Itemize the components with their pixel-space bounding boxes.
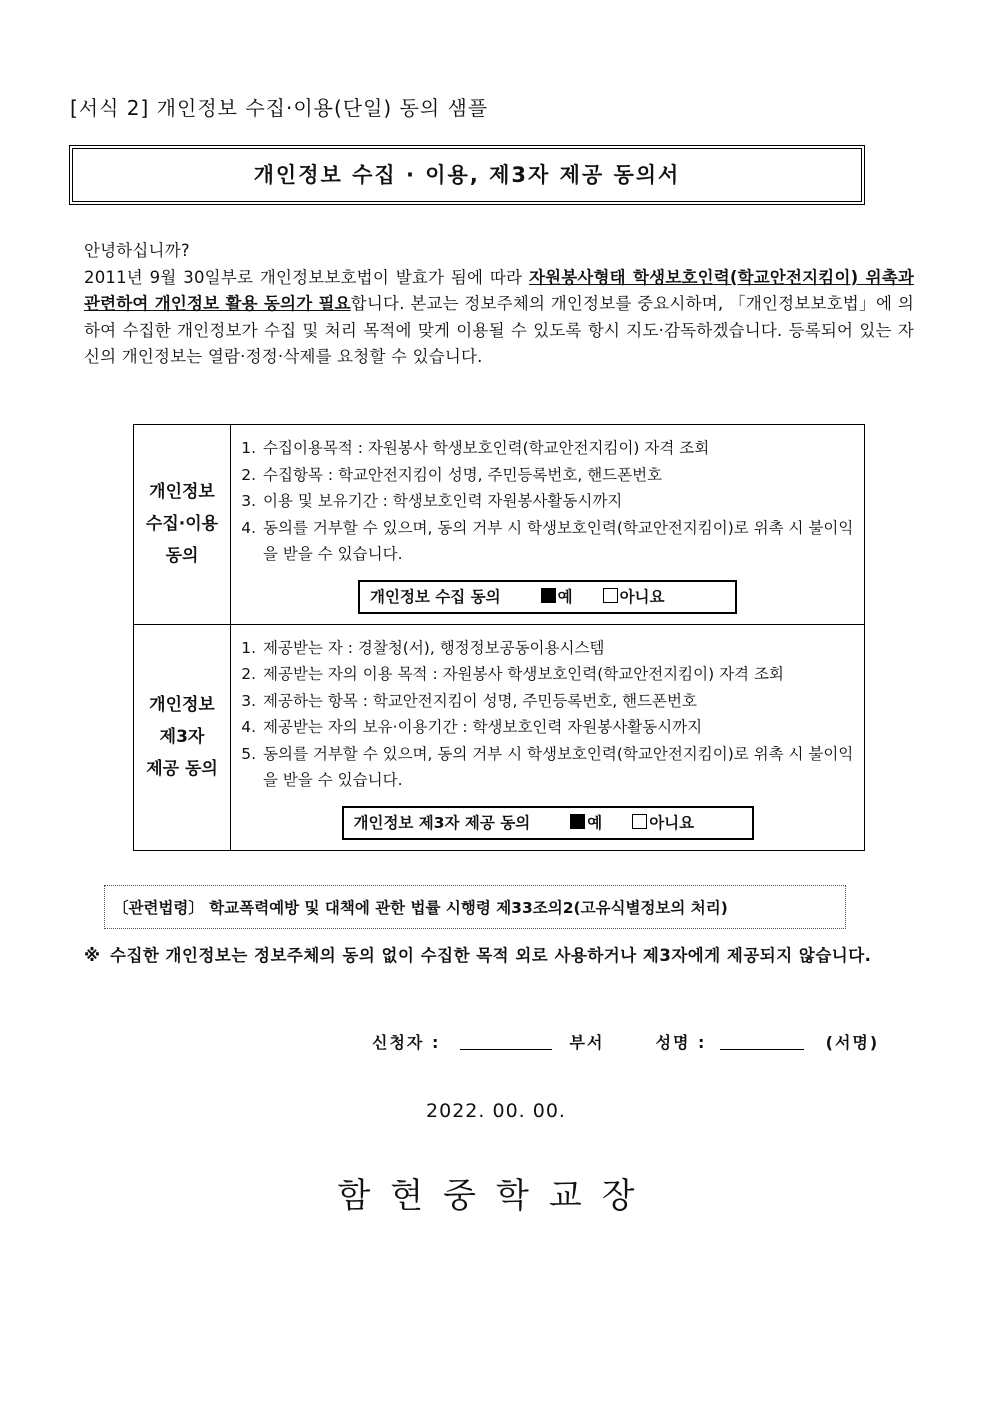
signature-line (372, 1030, 879, 1053)
head-line: 개인정보 (149, 695, 215, 715)
date: 2022. 00. 00. (426, 1100, 566, 1122)
checked-box-icon[interactable] (541, 588, 556, 603)
document-title-box (72, 148, 862, 202)
collection-agree-box (358, 580, 737, 614)
list-item: 1. 수집이용목적 : 자원봉사 학생보호인력(학교안전지킴이) 자격 조회 (261, 435, 856, 462)
provision-agree-box (342, 806, 754, 840)
head-line: 제공 동의 (146, 759, 218, 779)
no-label: 아니요 (649, 813, 695, 832)
list-item: 2. 수집항목 : 학교안전지킴이 성명, 주민등록번호, 핸드폰번호 (261, 462, 856, 489)
checked-box-icon[interactable] (570, 814, 585, 829)
unchecked-box-icon[interactable] (603, 588, 618, 603)
section-provision-row (134, 624, 865, 850)
list-item: 4. 동의를 거부할 수 있으며, 동의 거부 시 학생보호인력(학교안전지킴이)로 위촉 시 불이익을 받을 수 있습니다. (261, 515, 856, 568)
collection-agree-label: 개인정보 수집 동의 (370, 587, 501, 606)
intro-text (84, 238, 914, 371)
intro-paragraph (84, 265, 914, 371)
related-law: 〔관련법령〕 학교폭력예방 및 대책에 관한 법률 시행령 제33조의2(고유식별정보의 처리) (104, 885, 846, 929)
list-item: 1. 제공받는 자 : 경찰청(서), 행정정보공동이용시스템 (261, 635, 856, 662)
list-item: 2. 제공받는 자의 이용 목적 : 자원봉사 학생보호인력(학교안전지킴이) 자격 조회 (261, 661, 856, 688)
notice-mark: ※ (84, 946, 101, 965)
intro-emphasis: 자원봉사형태 학생보호인력(학교안전지킴이) 위촉과 관련하여 개인정보 활용 동의가 필요 (84, 267, 914, 313)
list-item: 3. 이용 및 보유기간 : 학생보호인력 자원봉사활동시까지 (261, 488, 856, 515)
head-line: 제3자 (159, 727, 205, 747)
provision-yes-option[interactable] (570, 808, 602, 838)
collection-yes-option[interactable] (541, 582, 573, 612)
principal-name: 함현중학교장 (337, 1176, 655, 1216)
head-line: 동의 (165, 546, 199, 567)
dept-label: 부서 (569, 1033, 605, 1052)
document-title: 개인정보 수집 · 이용, 제3자 제공 동의서 (253, 163, 681, 187)
yes-label: 예 (557, 587, 573, 606)
section-collection-row (134, 425, 865, 625)
yes-label: 예 (587, 813, 603, 832)
section-provision-body (231, 624, 865, 850)
provision-no-option[interactable] (632, 808, 694, 838)
notice (84, 942, 914, 970)
signature-label: (서명) (825, 1033, 880, 1052)
list-item: 4. 제공받는 자의 보유·이용기간 : 학생보호인력 자원봉사활동시까지 (261, 714, 856, 741)
head-line: 수집·이용 (145, 514, 219, 535)
intro-part-2: 합니다. 본교는 정보주체의 개인정보를 중요시하며, 「개인정보보호법」에 의하여 수집한 개인정보가 수집 및 처리 목적에 맞게 이용될 수 있도록 항시 지도·감독하겠습니다. 등록되어 있는 자신의 개인정보는 열람·정정·삭제를 요청할 수 있습니다. (84, 294, 914, 366)
name-label: 성명 : (655, 1033, 707, 1052)
notice-text: 수집한 개인정보는 정보주체의 동의 없이 수집한 목적 외로 사용하거나 제3자에게 제공되지 않습니다. (110, 946, 872, 965)
applicant-label: 신청자 : (372, 1033, 441, 1052)
provision-items (239, 635, 856, 794)
consent-table (133, 424, 865, 851)
collection-items (239, 435, 856, 568)
intro-part-1: 2011년 9월 30일부로 개인정보보호법이 발효가 됨에 따라 (84, 267, 529, 287)
no-label: 아니요 (619, 587, 665, 606)
collection-no-option[interactable] (603, 582, 665, 612)
list-item: 3. 제공하는 항목 : 학교안전지킴이 성명, 주민등록번호, 핸드폰번호 (261, 688, 856, 715)
provision-agree-label: 개인정보 제3자 제공 동의 (353, 813, 531, 832)
unchecked-box-icon[interactable] (632, 814, 647, 829)
section-provision-head (134, 624, 231, 850)
section-collection-body (231, 425, 865, 625)
name-field[interactable] (720, 1049, 804, 1050)
head-line: 개인정보 (149, 482, 215, 503)
applicant-field[interactable] (460, 1049, 552, 1050)
section-collection-head (134, 425, 231, 625)
greeting: 안녕하십니까? (84, 241, 190, 260)
form-label: [서식 2] 개인정보 수집·이용(단일) 동의 샘플 (70, 96, 489, 120)
list-item: 5. 동의를 거부할 수 있으며, 동의 거부 시 학생보호인력(학교안전지킴이)로 위촉 시 불이익을 받을 수 있습니다. (261, 741, 856, 794)
